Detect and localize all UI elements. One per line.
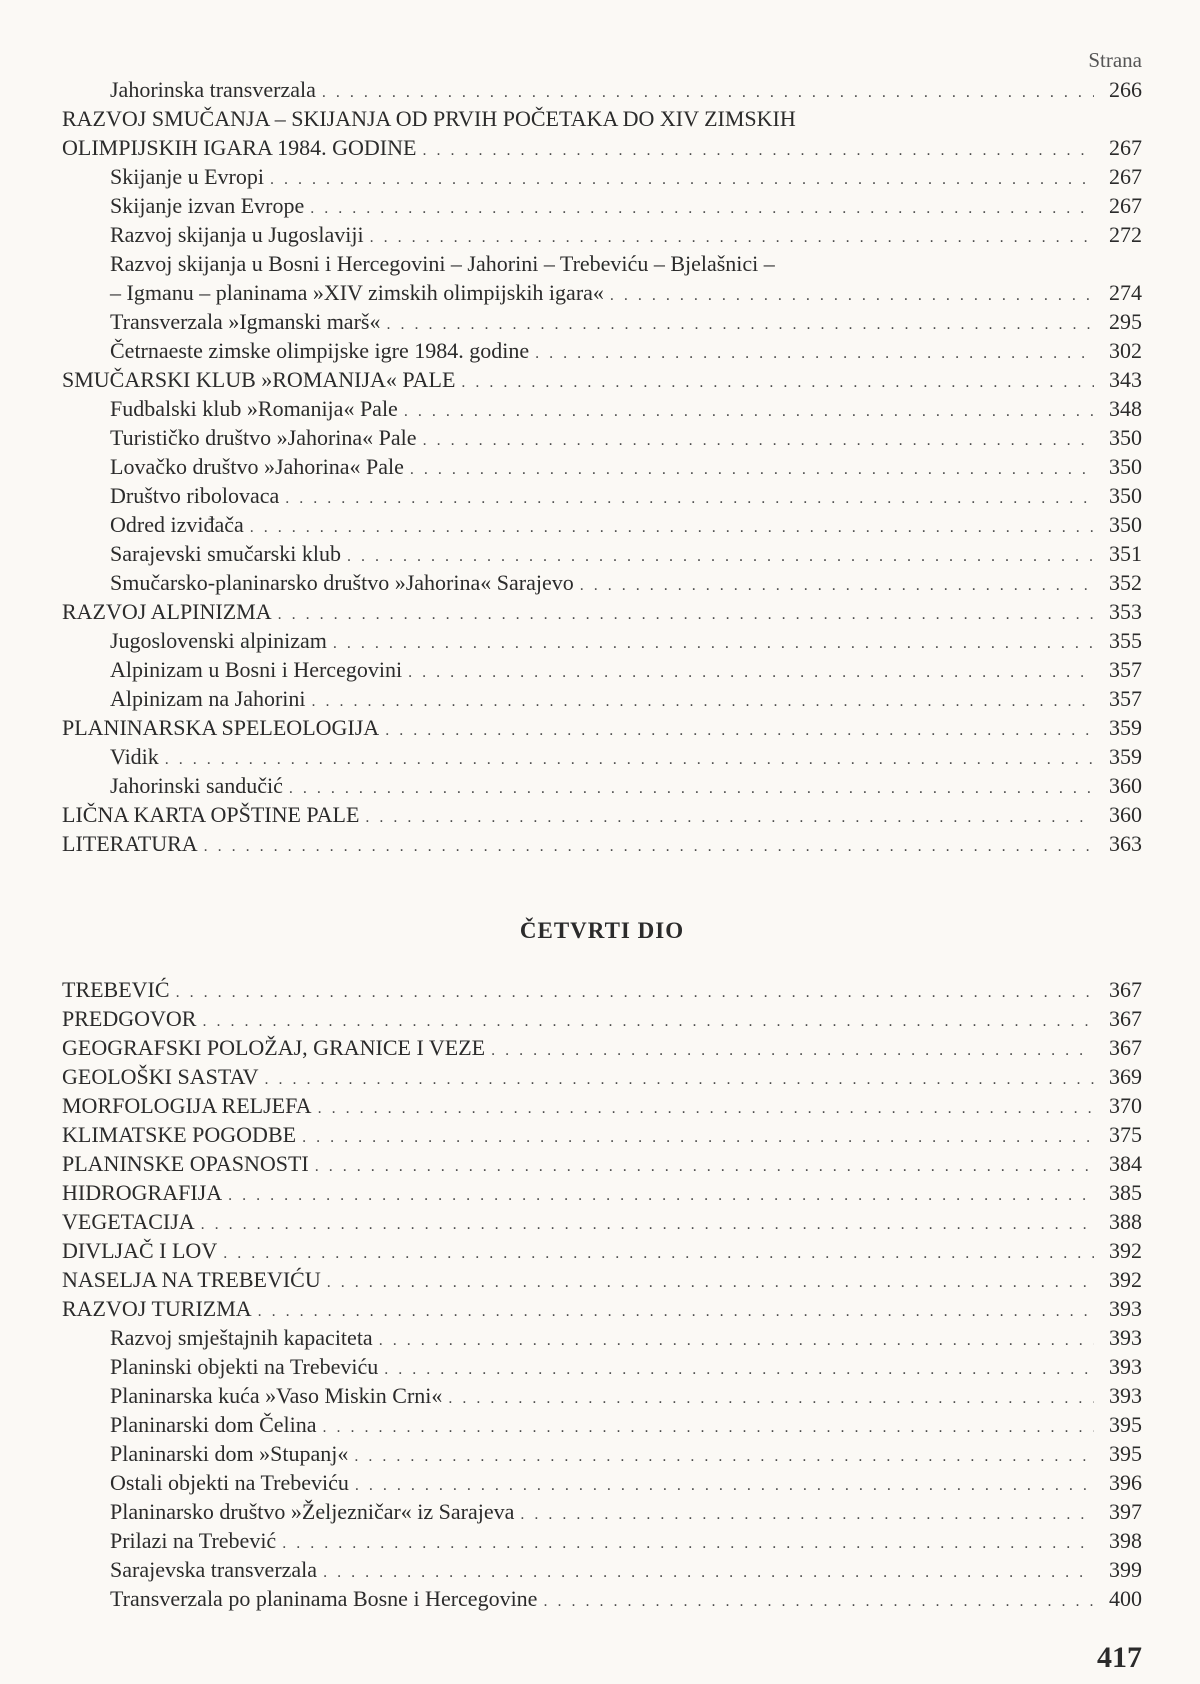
- toc-entry: [62, 829, 1142, 858]
- toc-entry: [62, 1178, 1142, 1207]
- toc-entry-page: 400: [1109, 1586, 1142, 1611]
- toc-entry: [62, 597, 1142, 626]
- dot-leader: [370, 223, 1094, 252]
- toc-entry-title: RAZVOJ ALPINIZMA: [62, 599, 272, 624]
- toc-entry-page: 384: [1109, 1151, 1142, 1176]
- toc-entry: [62, 1352, 1142, 1381]
- toc-entry-title: Fudbalski klub »Romanija« Pale: [110, 396, 398, 421]
- dot-leader: [289, 774, 1094, 803]
- toc-entry: [62, 1033, 1142, 1062]
- toc-entry-page: 351: [1109, 541, 1142, 566]
- dot-leader: [404, 397, 1094, 426]
- toc-entry: [62, 742, 1142, 771]
- dot-leader: [323, 1558, 1094, 1587]
- toc-entry-page: 352: [1109, 570, 1142, 595]
- dot-leader: [347, 542, 1094, 571]
- dot-leader: [322, 78, 1094, 107]
- dot-leader: [535, 339, 1094, 368]
- toc-entry: [62, 1497, 1142, 1526]
- toc-entry-page: 367: [1109, 1035, 1142, 1060]
- toc-entry-title: SMUČARSKI KLUB »ROMANIJA« PALE: [62, 367, 456, 392]
- toc-entry-title: DIVLJAČ I LOV: [62, 1238, 218, 1263]
- toc-entry-title: GEOLOŠKI SASTAV: [62, 1064, 259, 1089]
- toc-entry-page: 353: [1109, 599, 1142, 624]
- toc-entry: [62, 394, 1142, 423]
- dot-leader: [264, 1065, 1094, 1094]
- toc-entry: [62, 336, 1142, 365]
- toc-entry-title: Planinarsko društvo »Željezničar« iz Sarajeva: [110, 1499, 515, 1524]
- toc-entry: [62, 713, 1142, 742]
- dot-leader: [282, 1529, 1094, 1558]
- toc-entry-page: 267: [1109, 135, 1142, 160]
- toc-entry-title: TREBEVIĆ: [62, 977, 170, 1002]
- toc-entry: [62, 1091, 1142, 1120]
- dot-leader: [385, 716, 1094, 745]
- dot-leader: [258, 1297, 1094, 1326]
- toc-entry-page: 393: [1109, 1354, 1142, 1379]
- dot-leader: [204, 832, 1094, 861]
- toc-entry: [62, 278, 1142, 307]
- dot-leader: [543, 1587, 1094, 1616]
- toc-entry-title: Alpinizam u Bosni i Hercegovini: [110, 657, 403, 682]
- toc-entry-page: 343: [1109, 367, 1142, 392]
- toc-entry: [62, 1526, 1142, 1555]
- toc-entry-title: HIDROGRAFIJA: [62, 1180, 223, 1205]
- dot-leader: [285, 484, 1094, 513]
- toc-entry-title: Razvoj skijanja u Bosni i Hercegovini – Jahorini – Trebeviću – Bjelašnici –: [110, 251, 775, 276]
- dot-leader: [176, 978, 1094, 1007]
- section-heading: ČETVRTI DIO: [519, 918, 685, 943]
- toc-entry-title: Sarajevska transverzala: [110, 1557, 318, 1582]
- toc-entry-title: Odred izviđača: [110, 512, 244, 537]
- dot-leader: [327, 1268, 1094, 1297]
- toc-entry-title: Smučarsko-planinarsko društvo »Jahorina« Sarajevo: [110, 570, 574, 595]
- dot-leader: [318, 1094, 1094, 1123]
- dot-leader: [520, 1500, 1094, 1529]
- toc-entry-page: 385: [1109, 1180, 1142, 1205]
- toc-entry: [62, 452, 1142, 481]
- toc-entry-title: RAZVOJ SMUČANJA – SKIJANJA OD PRVIH POČETAKA DO XIV ZIMSKIH: [62, 106, 796, 131]
- toc-entry-title: MORFOLOGIJA RELJEFA: [62, 1093, 312, 1118]
- toc-entry-page: 399: [1109, 1557, 1142, 1582]
- page-column-header: Strana: [1088, 48, 1142, 72]
- toc-entry-title: PLANINSKE OPASNOSTI: [62, 1151, 309, 1176]
- toc-entry-page: 357: [1109, 686, 1142, 711]
- toc-entry-page: 274: [1109, 280, 1142, 305]
- dot-leader: [379, 1326, 1094, 1355]
- toc-entry-title: Razvoj smještajnih kapaciteta: [110, 1325, 373, 1350]
- toc-entry: [62, 1294, 1142, 1323]
- toc-entry-page: 393: [1109, 1296, 1142, 1321]
- toc-entry: [62, 1236, 1142, 1265]
- toc-entry-page: 359: [1109, 715, 1142, 740]
- toc-entry: [62, 655, 1142, 684]
- toc-entry-title: Sarajevski smučarski klub: [110, 541, 341, 566]
- toc-entry: [62, 1410, 1142, 1439]
- toc-entry-title: Jahorinski sandučić: [110, 773, 283, 798]
- toc-entry-title: Planinarska kuća »Vaso Miskin Crni«: [110, 1383, 443, 1408]
- dot-leader: [491, 1036, 1094, 1065]
- dot-leader: [270, 165, 1094, 194]
- toc-entry: [62, 133, 1142, 162]
- toc-entry: [62, 1149, 1142, 1178]
- toc-entry-page: 397: [1109, 1499, 1142, 1524]
- toc-entry-page: 267: [1109, 193, 1142, 218]
- dot-leader: [228, 1181, 1094, 1210]
- dot-leader: [333, 629, 1094, 658]
- toc-entry-title: LITERATURA: [62, 831, 198, 856]
- toc-entry-page: 396: [1109, 1470, 1142, 1495]
- toc-entry-page: 395: [1109, 1412, 1142, 1437]
- toc-entry: [62, 1120, 1142, 1149]
- dot-leader: [461, 368, 1094, 397]
- dot-leader: [278, 600, 1094, 629]
- dot-leader: [410, 455, 1094, 484]
- toc-entry-title: Planinarski dom »Stupanj«: [110, 1441, 349, 1466]
- toc-entry-title: KLIMATSKE POGODBE: [62, 1122, 297, 1147]
- toc-entry-page: 355: [1109, 628, 1142, 653]
- dot-leader: [323, 1413, 1094, 1442]
- toc-entry-page: 295: [1109, 309, 1142, 334]
- toc-entry: [62, 1468, 1142, 1497]
- toc-entry-page: 393: [1109, 1383, 1142, 1408]
- toc-entry: [62, 1555, 1142, 1584]
- toc-entry-page: 392: [1109, 1267, 1142, 1292]
- toc-entry-title: Ostali objekti na Trebeviću: [110, 1470, 349, 1495]
- toc-entry-page: 359: [1109, 744, 1142, 769]
- toc-entry: [62, 75, 1142, 104]
- toc-entry-title: – Igmanu – planinama »XIV zimskih olimpijskih igara«: [110, 280, 604, 305]
- toc-entry-page: 350: [1109, 512, 1142, 537]
- toc-entry: [62, 162, 1142, 191]
- dot-leader: [250, 513, 1094, 542]
- toc-entry-page: 392: [1109, 1238, 1142, 1263]
- toc-entry-title: PLANINARSKA SPELEOLOGIJA: [62, 715, 380, 740]
- toc-entry-page: 369: [1109, 1064, 1142, 1089]
- toc-entry: [62, 626, 1142, 655]
- toc-entry: [62, 307, 1142, 336]
- toc-entry-page: 266: [1109, 77, 1142, 102]
- toc-entry-page: 350: [1109, 454, 1142, 479]
- dot-leader: [355, 1471, 1094, 1500]
- toc-entry-title: Jugoslovenski alpinizam: [110, 628, 327, 653]
- toc-entry-page: 393: [1109, 1325, 1142, 1350]
- toc-entry: [62, 365, 1142, 394]
- toc-entry: [62, 539, 1142, 568]
- toc-entry-page: 375: [1109, 1122, 1142, 1147]
- toc-entry-title: GEOGRAFSKI POLOŽAJ, GRANICE I VEZE: [62, 1035, 486, 1060]
- toc-entry-title: Vidik: [110, 744, 159, 769]
- dot-leader: [408, 658, 1094, 687]
- toc-entry-title: Skijanje izvan Evrope: [110, 193, 305, 218]
- dot-leader: [610, 281, 1094, 310]
- toc-entry-title: VEGETACIJA: [62, 1209, 195, 1234]
- toc-entry: [62, 1439, 1142, 1468]
- toc-entry-title: Planinarski dom Čelina: [110, 1412, 317, 1437]
- toc-list-bottom: [62, 975, 1142, 1613]
- toc-entry: [62, 1004, 1142, 1033]
- dot-leader: [365, 803, 1094, 832]
- toc-entry-page: 302: [1109, 338, 1142, 363]
- toc-entry: [62, 510, 1142, 539]
- dot-leader: [580, 571, 1094, 600]
- toc-entry-page: 350: [1109, 425, 1142, 450]
- dot-leader: [302, 1123, 1094, 1152]
- toc-entry-title: Transverzala po planinama Bosne i Hercegovine: [110, 1586, 538, 1611]
- toc-entry-title: Jahorinska transverzala: [110, 77, 316, 102]
- dot-leader: [386, 310, 1094, 339]
- toc-entry: [62, 975, 1142, 1004]
- toc-entry-page: 272: [1109, 222, 1142, 247]
- toc-entry-page: 367: [1109, 1006, 1142, 1031]
- dot-leader: [384, 1355, 1094, 1384]
- toc-entry: [62, 423, 1142, 452]
- dot-leader: [312, 687, 1094, 716]
- toc-entry-title: LIČNA KARTA OPŠTINE PALE: [62, 802, 360, 827]
- toc-entry-page: 357: [1109, 657, 1142, 682]
- dot-leader: [422, 136, 1094, 165]
- toc-entry-title: Turističko društvo »Jahorina« Pale: [110, 425, 417, 450]
- toc-entry: [62, 1265, 1142, 1294]
- toc-entry-page: 388: [1109, 1209, 1142, 1234]
- toc-entry-title: OLIMPIJSKIH IGARA 1984. GODINE: [62, 135, 417, 160]
- dot-leader: [165, 745, 1094, 774]
- toc-entry: [62, 481, 1142, 510]
- toc-entry-page: 398: [1109, 1528, 1142, 1553]
- toc-entry: [62, 771, 1142, 800]
- dot-leader: [201, 1210, 1094, 1239]
- dot-leader: [223, 1239, 1094, 1268]
- toc-entry-page: 348: [1109, 396, 1142, 421]
- toc-entry-page: 363: [1109, 831, 1142, 856]
- toc-list-top: [62, 75, 1142, 858]
- dot-leader: [310, 194, 1094, 223]
- toc-entry-title: Planinski objekti na Trebeviću: [110, 1354, 379, 1379]
- toc-entry: [62, 684, 1142, 713]
- toc-entry-page: 367: [1109, 977, 1142, 1002]
- page-number: 417: [1097, 1641, 1142, 1674]
- toc-entry-title: NASELJA NA TREBEVIĆU: [62, 1267, 321, 1292]
- toc-entry-title: RAZVOJ TURIZMA: [62, 1296, 252, 1321]
- dot-leader: [315, 1152, 1094, 1181]
- toc-entry: [62, 220, 1142, 249]
- toc-entry: [62, 104, 1142, 133]
- toc-entry: [62, 1584, 1142, 1613]
- toc-entry: [62, 1381, 1142, 1410]
- dot-leader: [354, 1442, 1094, 1471]
- toc-entry-title: Skijanje u Evropi: [110, 164, 264, 189]
- toc-entry: [62, 1323, 1142, 1352]
- toc-entry-page: 395: [1109, 1441, 1142, 1466]
- toc-entry-title: PREDGOVOR: [62, 1006, 197, 1031]
- toc-entry-page: 360: [1109, 802, 1142, 827]
- toc-entry-page: 267: [1109, 164, 1142, 189]
- toc-entry-title: Prilazi na Trebević: [110, 1528, 277, 1553]
- toc-entry: [62, 568, 1142, 597]
- dot-leader: [202, 1007, 1094, 1036]
- dot-leader: [448, 1384, 1094, 1413]
- toc-entry-title: Transverzala »Igmanski marš«: [110, 309, 381, 334]
- toc-entry-title: Lovačko društvo »Jahorina« Pale: [110, 454, 404, 479]
- toc-entry: [62, 191, 1142, 220]
- toc-entry: [62, 1062, 1142, 1091]
- toc-entry-page: 370: [1109, 1093, 1142, 1118]
- toc-entry-page: 350: [1109, 483, 1142, 508]
- toc-entry-title: Četrnaeste zimske olimpijske igre 1984. godine: [110, 338, 530, 363]
- toc-entry: [62, 249, 1142, 278]
- toc-entry: [62, 800, 1142, 829]
- toc-entry-title: Alpinizam na Jahorini: [110, 686, 306, 711]
- toc-entry-title: Društvo ribolovaca: [110, 483, 280, 508]
- dot-leader: [423, 426, 1094, 455]
- toc-entry: [62, 1207, 1142, 1236]
- toc-entry-page: 360: [1109, 773, 1142, 798]
- toc-entry-title: Razvoj skijanja u Jugoslaviji: [110, 222, 364, 247]
